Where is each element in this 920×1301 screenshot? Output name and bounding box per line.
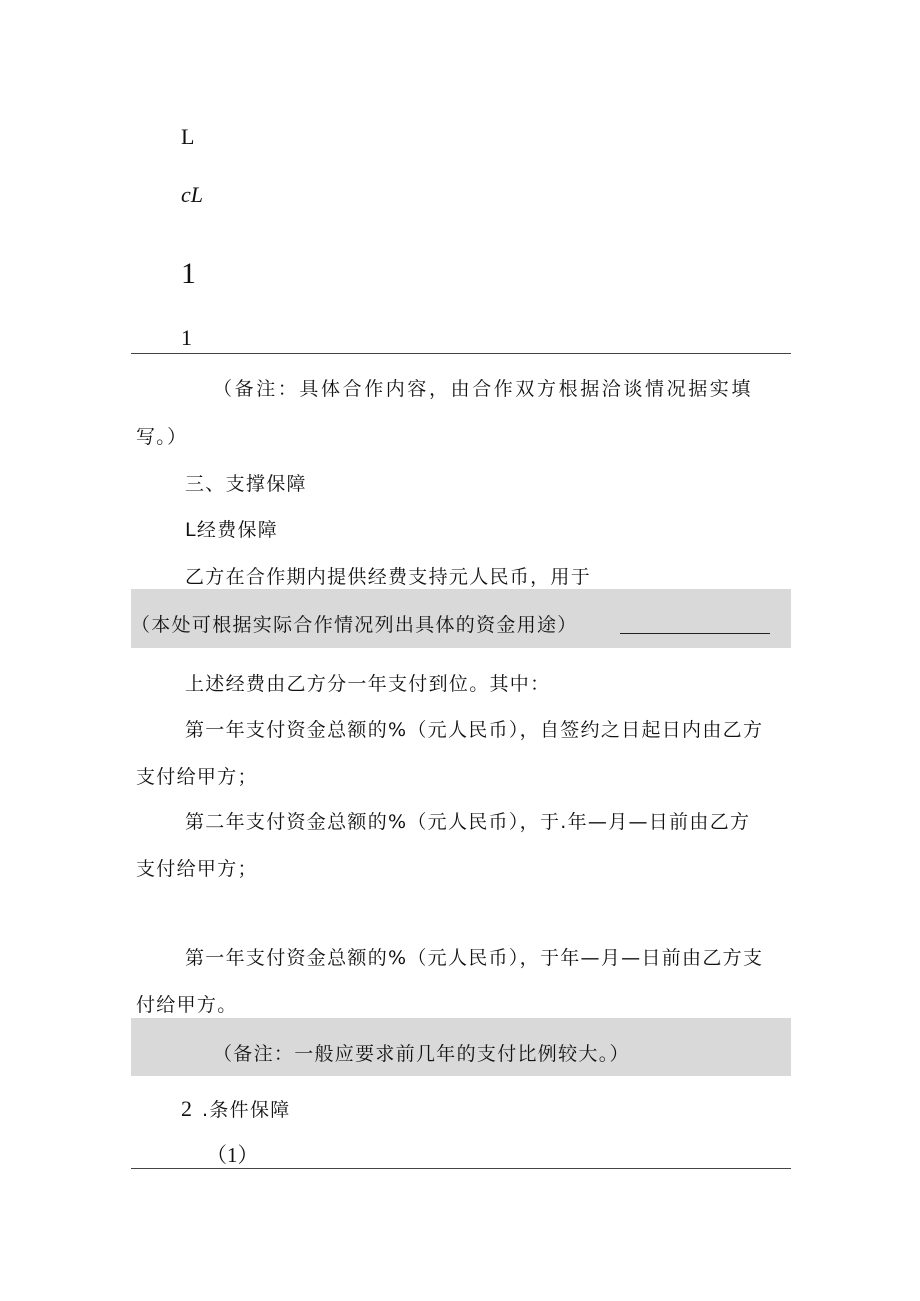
payment-remark: （备注：一般应要求前几年的支付比例较大。）: [213, 1043, 630, 1065]
fragment-number-2: 1: [181, 325, 192, 350]
fragment-l: L: [181, 124, 195, 149]
remark-line-2: 写。）: [136, 426, 188, 448]
subsection-number: 2: [181, 1096, 192, 1121]
payment-year-2-line-1: 第二年支付资金总额的%（元人民币），于.年—月—日前由乙方: [185, 811, 751, 833]
funding-line: 乙方在合作期内提供经费支持元人民币，用于: [185, 566, 592, 588]
funding-note: （本处可根据实际合作情况列出具体的资金用途）: [131, 614, 578, 636]
section-heading: 三、支撑保障: [185, 473, 307, 495]
payment-year-3-line-1: 第一年支付资金总额的%（元人民币），于年—月—日前由乙方支: [185, 947, 764, 969]
list-item-1: （1）: [206, 1143, 259, 1167]
payment-year-1-line-1: 第一年支付资金总额的%（元人民币），自签约之日起日内由乙方: [185, 719, 764, 741]
divider-top: [131, 353, 791, 354]
payment-intro: 上述经费由乙方分一年支付到位。其中：: [185, 673, 551, 695]
subsection-label: .条件保障: [202, 1099, 291, 1121]
payment-year-1-line-2: 支付给甲方；: [136, 766, 258, 788]
subsection-conditions: [181, 1095, 291, 1122]
payment-year-3-line-2: 付给甲方。: [136, 994, 238, 1016]
fragment-cl: cL: [181, 182, 203, 207]
fragment-number-1: 1: [181, 257, 196, 290]
remark-line-1: （备注：具体合作内容，由合作双方根据洽谈情况据实填: [213, 378, 754, 400]
payment-year-2-line-2: 支付给甲方；: [136, 858, 258, 880]
divider-bottom: [131, 1168, 791, 1169]
fill-in-underline: [620, 633, 770, 634]
subsection-funding: L经费保障: [185, 519, 279, 541]
